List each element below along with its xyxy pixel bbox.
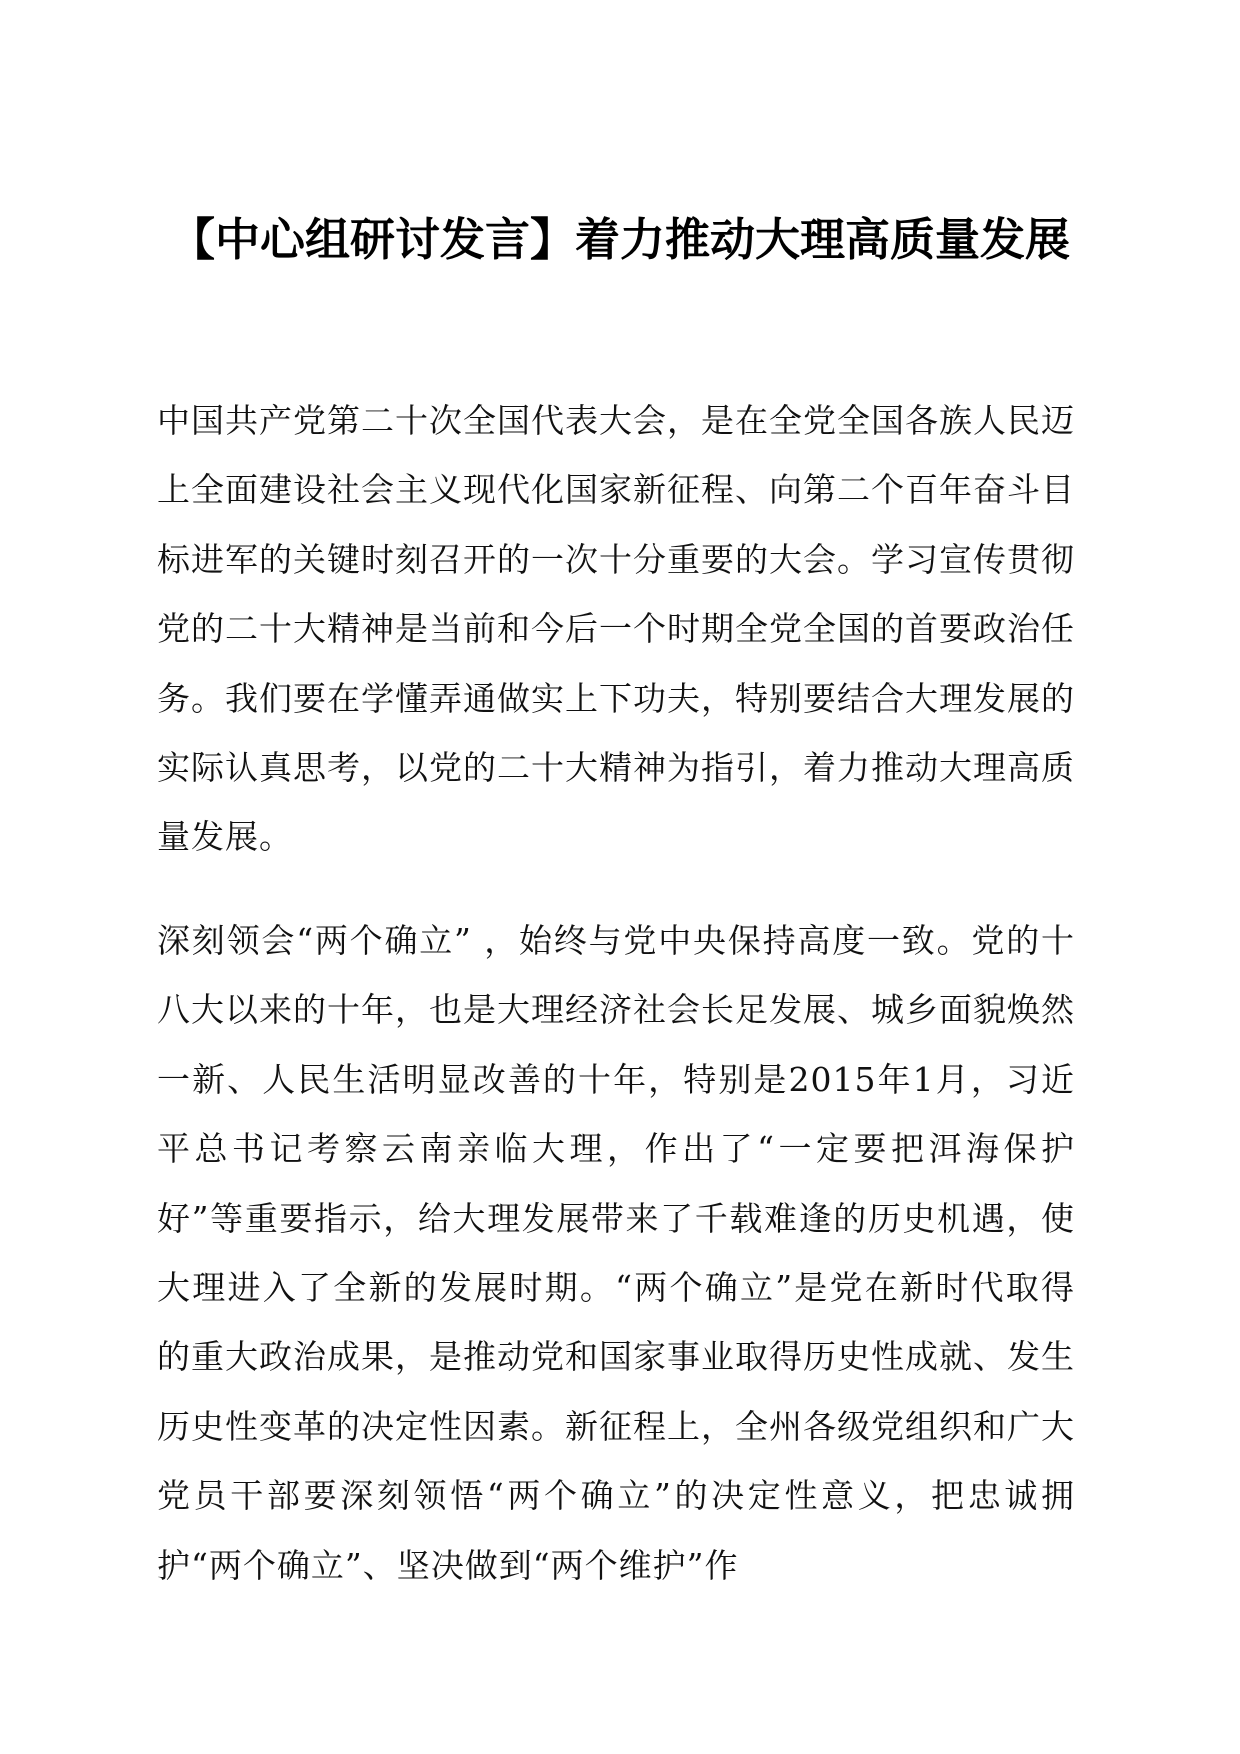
document-title: 【中心组研讨发言】着力推动大理高质量发展 [169, 213, 1070, 266]
paragraph-intro: 中国共产党第二十次全国代表大会，是在全党全国各族人民迈上全面建设社会主义现代化国家新征程、向第二个百年奋斗目标进军的关键时刻召开的一次十分重要的大会。学习宣传贯彻党的二十大精神是当前和今后一个时期全党全国的首要政治任务。我们要在学懂弄通做实上下功夫，特别要结合大理发展的实际认真思考，以党的二十大精神为指引，着力推动大理高质量发展。 [157, 401, 1075, 857]
paragraph-two-establishments: 深刻领会“两个确立” ，始终与党中央保持高度一致。党的十八大以来的十年，也是大理经济社会长足发展、城乡面貌焕然一新、人民生活明显改善的十年，特别是2015年1月，习近平总书记考察云南亲临大理，作出了“一定要把洱海保护好”等重要指示，给大理发展带来了千载难逢的历史机遇，使大理进入了全新的发展时期。“两个确立”是党在新时代取得的重大政治成果，是推动党和国家事业取得历史性成就、发生历史性变革的决定性因素。新征程上，全州各级党组织和广大党员干部要深刻领悟“两个确立”的决定性意义，把忠诚拥护“两个确立”、坚决做到“两个维护”作 [157, 921, 1075, 1585]
